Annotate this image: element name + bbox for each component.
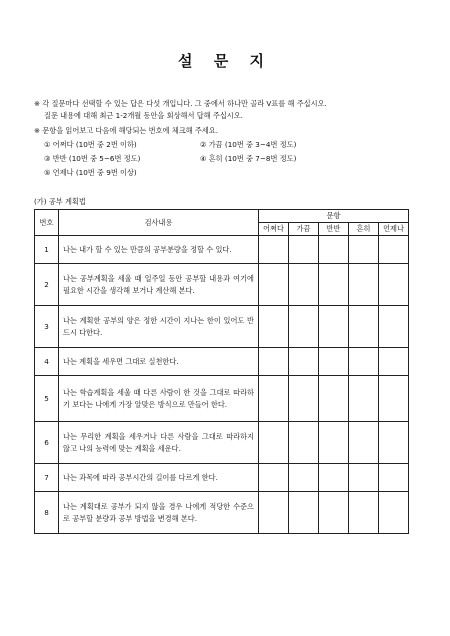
table-row [35,376,409,422]
answer-cell-rarely[interactable] [259,236,289,264]
answer-cell-always[interactable] [379,422,409,464]
option-legend-3: ③ 반반 (10번 중 5~6번 정도) [44,154,141,163]
table-row [35,422,409,464]
table-row [35,264,409,306]
answer-cell-often[interactable] [349,264,379,306]
row-question: 나는 무리한 계획을 세우거나 다른 사람을 그대로 따라하지 않고 나의 능력에 맞는 계획을 세운다. [59,422,259,464]
answer-cell-half[interactable] [319,306,349,348]
answer-cell-rarely[interactable] [259,264,289,306]
answer-cell-sometimes[interactable] [289,264,319,306]
answer-cell-rarely[interactable] [259,306,289,348]
answer-cell-rarely[interactable] [259,376,289,422]
header-option-3: 반반 [319,223,349,236]
answer-cell-sometimes[interactable] [289,348,319,376]
answer-cell-half[interactable] [319,348,349,376]
row-question: 나는 공부계획을 세울 때 일주일 동안 공부할 내용과 여기에 필요한 시간을 생각해 보거나 계산해 본다. [59,264,259,306]
row-number: 2 [35,264,59,306]
row-question: 나는 과목에 따라 공부시간의 길이를 다르게 한다. [59,464,259,492]
answer-cell-often[interactable] [349,306,379,348]
instruction-line-2: 질문 내용에 대해 최근 1-2개월 동안을 회상해서 답해 주십시오. [44,111,243,120]
header-number: 번호 [35,210,59,236]
row-question: 나는 계획한 공부의 양은 정한 시간이 지나는 한이 있어도 반드시 다한다. [59,306,259,348]
table-row [35,348,409,376]
survey-table [34,209,409,534]
option-legend-2: ② 가끔 (10번 중 3~4번 정도) [200,140,297,149]
answer-cell-rarely[interactable] [259,492,289,534]
table-row [35,464,409,492]
answer-cell-half[interactable] [319,264,349,306]
row-number: 4 [35,348,59,376]
row-number: 5 [35,376,59,422]
answer-cell-often[interactable] [349,376,379,422]
answer-cell-always[interactable] [379,236,409,264]
header-item: 검사내용 [59,210,259,236]
answer-cell-half[interactable] [319,376,349,422]
table-row [35,492,409,534]
answer-cell-rarely[interactable] [259,422,289,464]
answer-cell-sometimes[interactable] [289,376,319,422]
table-row [35,306,409,348]
row-question: 나는 내가 할 수 있는 만큼의 공부분량을 정할 수 있다. [59,236,259,264]
row-number: 1 [35,236,59,264]
row-number: 8 [35,492,59,534]
row-question: 나는 계획을 세우면 그대로 실천한다. [59,348,259,376]
row-question: 나는 계획대로 공부가 되지 않을 경우 나에게 적당한 수준으로 공부할 분량과 공부 방법을 변경해 본다. [59,492,259,534]
answer-cell-always[interactable] [379,464,409,492]
row-number: 3 [35,306,59,348]
table-row [35,236,409,264]
answer-cell-often[interactable] [349,348,379,376]
answer-cell-sometimes[interactable] [289,422,319,464]
section-title: (가) 공부 계획법 [34,197,86,206]
answer-cell-always[interactable] [379,376,409,422]
answer-cell-often[interactable] [349,422,379,464]
instruction-line-3: ※ 문항을 읽어보고 다음에 해당되는 번호에 체크해 주세요. [34,126,218,135]
answer-cell-rarely[interactable] [259,464,289,492]
answer-cell-always[interactable] [379,306,409,348]
header-option-1: 어쩌다 [259,223,289,236]
header-scale: 문항 [259,210,409,223]
answer-cell-half[interactable] [319,422,349,464]
answer-cell-half[interactable] [319,464,349,492]
header-option-5: 언제나 [379,223,409,236]
instruction-line-1: ※ 각 질문마다 선택할 수 있는 답은 다섯 개입니다. 그 중에서 하나만 골라 V표를 해 주십시오. [34,99,327,108]
option-legend-4: ④ 흔히 (10번 중 7~8번 정도) [200,154,297,163]
header-option-4: 흔히 [349,223,379,236]
answer-cell-sometimes[interactable] [289,492,319,534]
answer-cell-rarely[interactable] [259,348,289,376]
answer-cell-often[interactable] [349,464,379,492]
row-number: 6 [35,422,59,464]
answer-cell-often[interactable] [349,236,379,264]
answer-cell-sometimes[interactable] [289,464,319,492]
page-title: 설 문 지 [178,52,272,70]
row-number: 7 [35,464,59,492]
answer-cell-half[interactable] [319,236,349,264]
answer-cell-sometimes[interactable] [289,236,319,264]
option-legend-5: ⑤ 언제나 (10번 중 9번 이상) [44,168,137,177]
header-option-2: 가끔 [289,223,319,236]
option-legend-1: ① 어쩌다 (10번 중 2번 이하) [44,140,137,149]
row-question: 나는 학습계획을 세울 때 다른 사람이 한 것을 그대로 따라하기 보다는 나에게 가장 알맞은 방식으로 만들어 한다. [59,376,259,422]
answer-cell-always[interactable] [379,264,409,306]
answer-cell-sometimes[interactable] [289,306,319,348]
answer-cell-always[interactable] [379,348,409,376]
answer-cell-always[interactable] [379,492,409,534]
answer-cell-half[interactable] [319,492,349,534]
answer-cell-often[interactable] [349,492,379,534]
